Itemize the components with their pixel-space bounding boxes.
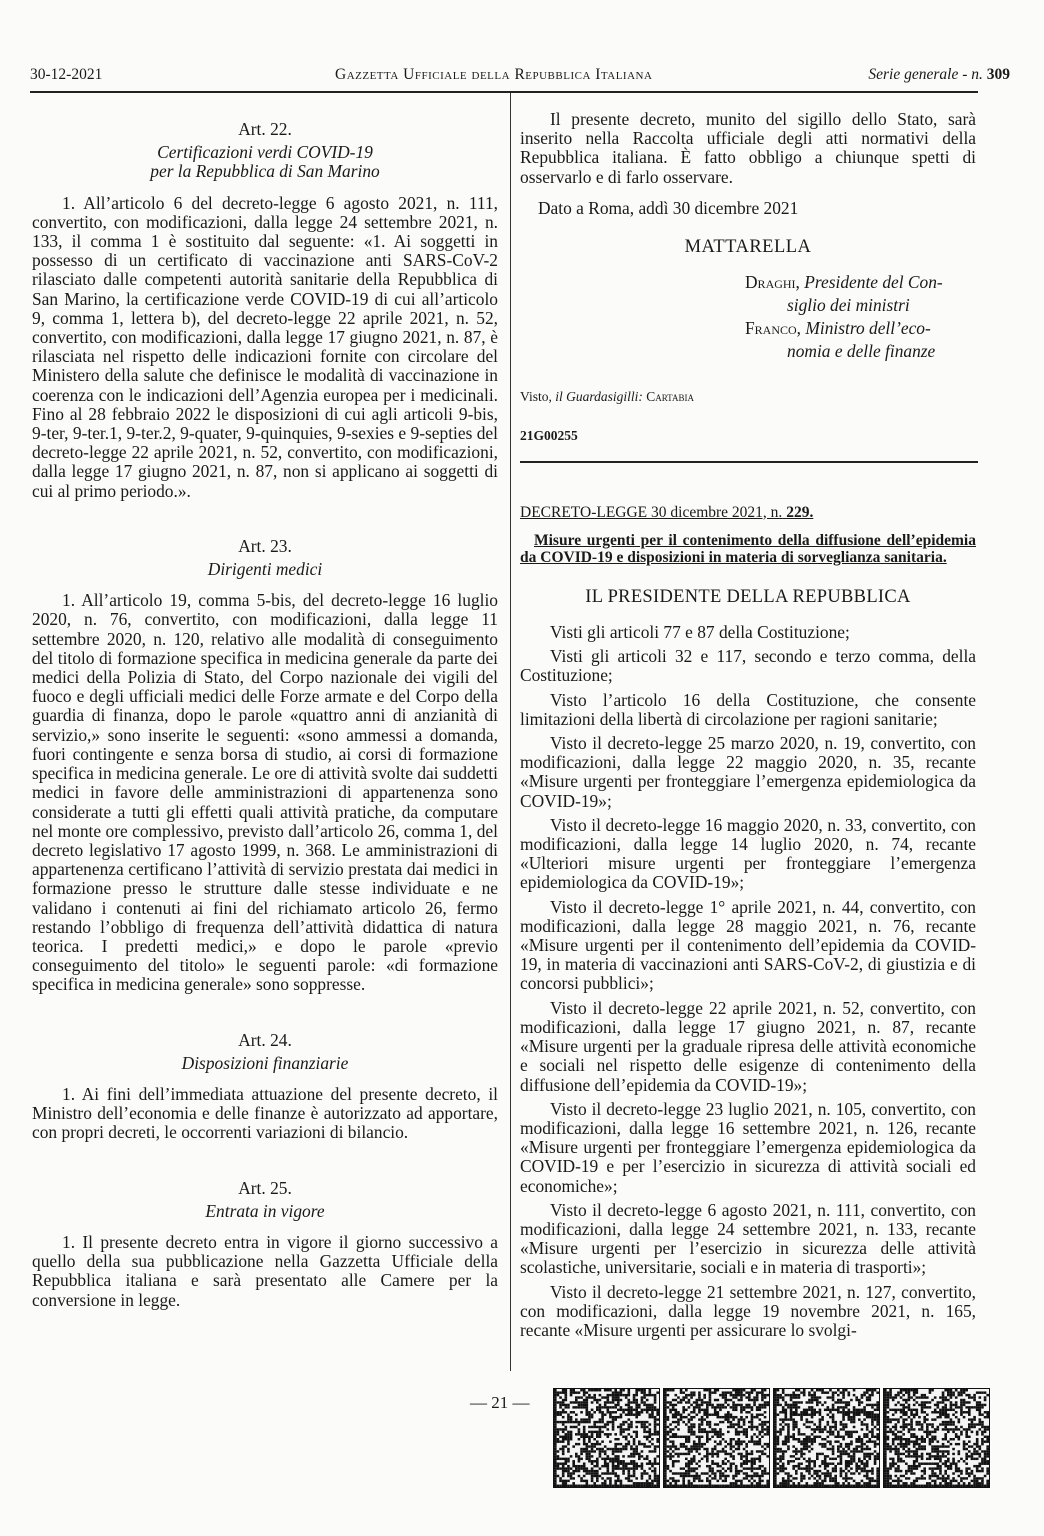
decreto-heading-text: DECRETO-LEGGE 30 dicembre 2021, n.: [520, 503, 783, 521]
decreto-number: 229.: [786, 503, 814, 521]
article-25-rubric: Entrata in vigore: [205, 1200, 325, 1221]
series-label: Serie generale - n.: [868, 66, 983, 83]
visto-item: Visto il decreto-legge 16 maggio 2020, n. 33, convertito, con modificazioni, dalla legge 14 luglio 2020, n. 74, recante «Ulteriori misure urgenti per fronteggiare l’emergenza epidemiologica da COVID-19»;: [520, 814, 976, 893]
closing-paragraph: Il presente decreto, munito del sigillo dello Stato, sarà inserito nella Raccolta ufficiale degli atti normativi della Repubblica italiana. È fatto obbligo a chiunque spetti di osservarlo e di farlo osservare.: [520, 109, 976, 187]
signer-draghi: [745, 271, 976, 294]
series-number: 309: [986, 66, 1010, 83]
countersignatures: [745, 271, 976, 363]
franco-role-1: Ministro dell’eco-: [805, 318, 931, 339]
article-24-paragraph: 1. Ai fini dell’immediata attuazione del presente decreto, il Ministro dell’economia e delle finanze è autorizzato ad apportare, con propri decreti, le occorrenti variazioni di bilancio.: [32, 1083, 498, 1143]
document-code: 21G00255: [520, 428, 578, 444]
header-publication: Gazzetta Ufficiale della Repubblica Italiana: [335, 66, 653, 83]
visto-item: Visto il decreto-legge 6 agosto 2021, n. 111, convertito, con modificazioni, dalla legge 24 settembre 2021, n. 133, recante «Misure urgenti per l’esercizio in sicurezza delle attività scolastiche, universitarie, sociali e in materia di trasporti»;: [520, 1199, 976, 1278]
article-25-paragraph: 1. Il presente decreto entra in vigore il giorno successivo a quello della sua pubblicazione nella Gazzetta Ufficiale della Repubblica italiana e sarà presentato alle Camere per la conversione in legge.: [32, 1231, 498, 1310]
page-number: — 21 —: [470, 1393, 530, 1412]
datamatrix-code: [553, 1388, 660, 1488]
page-header: [30, 62, 1010, 88]
draghi-name: Draghi,: [745, 272, 800, 293]
article-24-number: Art. 24.: [238, 1029, 292, 1050]
visto-item: Visto l’articolo 16 della Costituzione, che consente limitazioni della libertà di circolazione per ragioni sanitarie;: [520, 689, 976, 729]
header-series: [868, 66, 1010, 84]
datamatrix-code: [773, 1388, 880, 1488]
article-25-number: Art. 25.: [238, 1177, 292, 1198]
right-column: [520, 110, 976, 1340]
article-22-number: Art. 22.: [238, 119, 292, 139]
visto-item: Visto il decreto-legge 25 marzo 2020, n. 19, convertito, con modificazioni, dalla legge 22 maggio 2020, n. 35, recante «Misure urgenti per fronteggiare l’emergenza epidemiologica da COVID-19»;: [520, 733, 976, 811]
visto-item: Visti gli articoli 77 e 87 della Costituzione;: [550, 622, 850, 643]
article-22-rubric-line1: Certificazioni verdi COVID-19: [157, 142, 373, 163]
article-24-rubric: Disposizioni finanziarie: [181, 1052, 349, 1073]
article-23-number: Art. 23.: [238, 535, 292, 556]
visto-label: Visto,: [520, 389, 552, 405]
article-22-paragraph: 1. All’articolo 6 del decreto-legge 6 agosto 2021, n. 111, convertito, con modificazioni, dalla legge 24 settembre 2021, n. 133, il comma 1 è sostituito dal seguente: «1. Ai soggetti in possesso di un certificato di vaccinazione anti SARS-CoV-2 rilasciato dalle competenti autorità sanitarie della Repubblica di San Marino, la certificazione verde COVID-19 di cui all’articolo 9, comma 1, lettera b), del decreto-legge 22 aprile 2021, n. 52, convertito, con modificazioni, dalla legge 17 giugno 2021, n. 87, è rilasciata nel rispetto delle indicazioni fornite con circolare del Ministero della salute che definisce le modalità di vaccinazione in coerenza con le indicazioni dell’Agenzia europea per i medicinali. Fino al 28 febbraio 2022 le disposizioni di cui agli articoli 9-bis, 9-ter, 9-ter.1, 9-ter.2, 9-quater, 9-quinquies, 9-sexies e 9-septies del decreto-legge 22 aprile 2021, n. 52, convertito, con modificazioni, dalla legge 17 giugno 2021, n. 87, non si applicano ai soggetti di cui al primo periodo.».: [32, 192, 498, 501]
visto-item: Visto il decreto-legge 1° aprile 2021, n. 44, convertito, con modificazioni, dalla legge 28 maggio 2021, n. 76, recante «Misure urgenti per il contenimento dell’epidemia da COVID-19, in materia di vaccinazioni anti SARS-CoV-2, di giustizia e di concorsi pubblici»;: [520, 896, 976, 994]
visto-item: Visti gli articoli 32 e 117, secondo e terzo comma, della Costituzione;: [520, 646, 976, 686]
left-column: [32, 110, 498, 1310]
signer-franco: [745, 317, 976, 340]
article-22-rubric: [32, 143, 498, 181]
header-date: 30-12-2021: [30, 66, 103, 83]
datamatrix-code: [883, 1388, 990, 1488]
article-23-rubric: Dirigenti medici: [207, 559, 323, 580]
franco-name: Franco,: [745, 318, 802, 339]
visto-role: il Guardasigilli:: [555, 389, 643, 405]
draghi-role-2: siglio dei ministri: [787, 295, 910, 316]
franco-role-2: nomia e delle finanze: [787, 341, 936, 362]
article-22-rubric-line2: per la Repubblica di San Marino: [150, 161, 380, 182]
visto-name: Cartabia: [646, 389, 694, 405]
presidente-heading: IL PRESIDENTE DELLA REPUBBLICA: [585, 586, 911, 607]
header-rule: [30, 91, 978, 93]
section-rule: [520, 461, 978, 463]
visto-item: Visto il decreto-legge 21 settembre 2021, n. 127, convertito, con modificazioni, dalla legge 19 novembre 2021, n. 165, recante «Misure urgenti per assicurare lo svolgi-: [520, 1281, 976, 1340]
decreto-title: Misure urgenti per il contenimento della diffusione dell’epidemia da COVID-19 e disposizioni in materia di sorveglianza sanitaria.: [520, 531, 976, 566]
visto-guardasigilli: [520, 387, 976, 406]
dato-a-roma: Dato a Roma, addì 30 dicembre 2021: [538, 197, 799, 218]
signer-mattarella: MATTARELLA: [684, 237, 812, 258]
visto-item: Visto il decreto-legge 23 luglio 2021, n. 105, convertito, con modificazioni, dalla legge 16 settembre 2021, n. 126, recante «Misure urgenti per fronteggiare l’emergenza epidemiologica da COVID-19 e per l’esercizio in sicurezza di attività sociali ed economiche»;: [520, 1098, 976, 1196]
draghi-role-1: Presidente del Con-: [804, 272, 943, 293]
column-divider: [510, 93, 511, 1371]
decreto-heading: [520, 503, 976, 522]
article-23-paragraph: 1. All’articolo 19, comma 5-bis, del decreto-legge 16 luglio 2020, n. 76, convertito, con modificazioni, dalla legge 11 settembre 2020, n. 120, relativo alle modalità di conseguimento del titolo di formazione specifica in medicina generale da parte dei medici della Polizia di Stato, del Corpo nazionale dei vigili del fuoco e degli ufficiali medici delle Forze armate e del Corpo della guardia di finanza, dopo le parole «quattro anni di anzianità di servizio,» sono inserite le seguenti: «sono ammessi a domanda, fuori contingente e senza borsa di studio, ai corsi di formazione specifica in medicina generale. Le ore di attività svolte dai suddetti medici in favore delle amministrazioni di appartenenza sono considerate a tutti gli effetti quali attività pratiche, da computare nel monte ore complessivo, previsto dall’articolo 26, comma 1, del decreto legislativo 17 agosto 1999, n. 368. Le amministrazioni di appartenenza certificano l’attività di servizio prestata dai medici in formazione presso le strutture dalle stesse individuate e ne validano i contenuti ai fini del richiamato articolo 26, fermo restando l’obbligo di frequenza dell’attività didattica di natura teorica. I predetti medici,» e dopo le parole «previo conseguimento del titolo» le seguenti parole: «di formazione specifica in medicina generale» sono soppresse.: [32, 590, 498, 995]
datamatrix-code: [663, 1388, 770, 1488]
visto-item: Visto il decreto-legge 22 aprile 2021, n. 52, convertito, con modificazioni, dalla legge 17 giugno 2021, n. 87, recante «Misure urgenti per la graduale ripresa delle attività economiche e sociali nel rispetto delle esigenze di contenimento della diffusione dell’epidemia da COVID-19»;: [520, 997, 976, 1095]
